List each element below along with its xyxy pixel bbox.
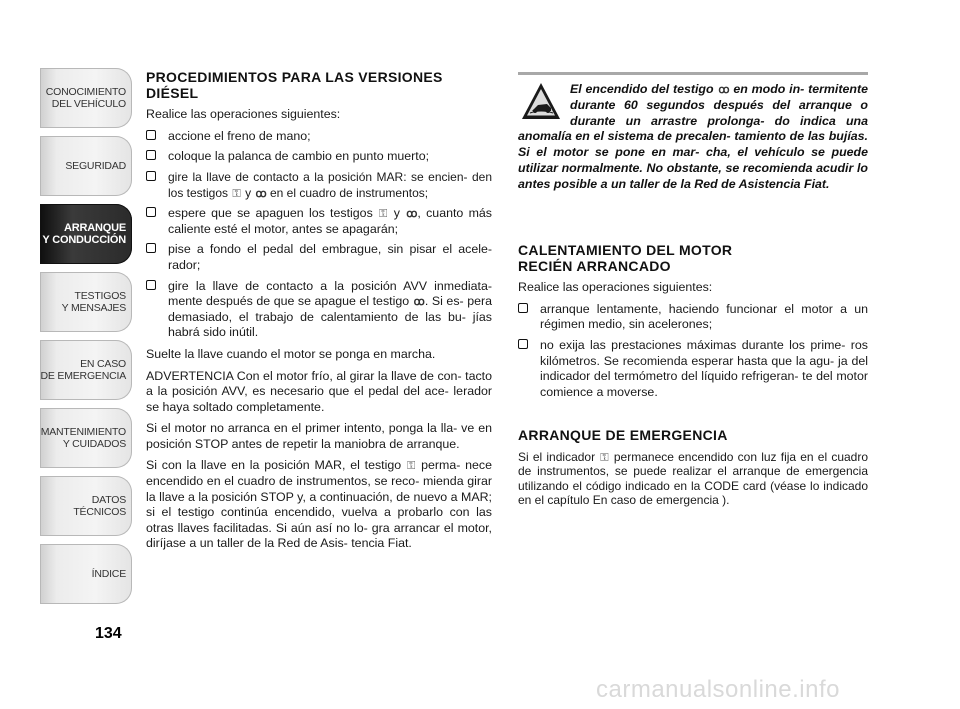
intro-text: Realice las operaciones siguientes:: [518, 280, 713, 295]
tab-testigos[interactable]: [40, 272, 132, 332]
intro-text: Realice las operaciones siguientes:: [146, 107, 341, 122]
paragraph: Suelte la llave cuando el motor se ponga en marcha.: [146, 346, 436, 361]
car-key-icon: ⚿: [600, 451, 609, 464]
list-item: espere que se apaguen los testigos ⚿ y ꝏ, cuanto más caliente esté el motor, antes se apagarán;: [146, 206, 492, 237]
paragraph: Si el indicador ⚿ permanece encendido con luz fija en el cuadro de instrumentos, se puede realizar el arranque de emergencia utilizando el código indicado en la CODE card (véase lo indicado en el capítulo En caso de emergencia ).: [518, 449, 869, 508]
section-calentamiento: [518, 243, 868, 406]
checkbox-bullet-icon: [146, 207, 156, 217]
paragraph: ADVERTENCIA Con el motor frío, al girar la llave de con- tacto a la posición AVV, es necesario que el pedal del ace- lerador se haya soltado completamente.: [146, 368, 492, 414]
list-item: arranque lentamente, haciendo funcionar el motor a un régimen medio, sin acelerones;: [518, 302, 868, 333]
warmup-list: [518, 302, 868, 401]
paragraph: Si con la llave en la posición MAR, el testigo ⚿ perma- nece encendido en el cuadro de instrumentos, se reco- mienda girar la llave a la posición STOP y, a continuación, de nuevo a MAR; si el testigo continúa encendido, vuelva a probarlo con las otras llaves facilitadas. Si aún así no lo- gra arrancar el motor, diríjase a un taller de la Red de Asis- tencia Fiat.: [146, 458, 492, 551]
tab-mantenimiento[interactable]: [40, 408, 132, 468]
tab-label: MANTENIMIENTO Y CUIDADOS: [40, 426, 126, 450]
tab-indice[interactable]: [40, 544, 132, 604]
checkbox-bullet-icon: [518, 339, 528, 349]
tab-label: CONOCIMIENTO DEL VEHÍCULO: [45, 86, 126, 110]
tab-label: ARRANQUE Y CONDUCCIÓN: [42, 222, 126, 246]
chapter-sidebar: [40, 68, 132, 612]
list-item: pise a fondo el pedal del embrague, sin pisar el acele- rador;: [146, 242, 492, 273]
checkbox-bullet-icon: [146, 150, 156, 160]
tab-label: DATOS TÉCNICOS: [73, 494, 126, 518]
checkbox-bullet-icon: [146, 171, 156, 181]
list-item: no exija las prestaciones máximas durante los prime- ros kilómetros. Se recomienda esperar hasta que la agu- ja del indicador del termómetro del líquido refrigeran- te del motor comience a moverse.: [518, 338, 868, 400]
section-arranque-emergencia: [518, 428, 868, 514]
page-number: 134: [95, 625, 122, 642]
list-item: accione el freno de mano;: [146, 129, 492, 145]
tab-label: ÍNDICE: [91, 568, 126, 580]
car-key-icon: ⚿: [406, 460, 416, 473]
list-item: coloque la palanca de cambio en punto muerto;: [146, 149, 492, 165]
checkbox-bullet-icon: [146, 280, 156, 290]
tab-datos-tecnicos[interactable]: [40, 476, 132, 536]
section-title-diesel: PROCEDIMIENTOS PARA LAS VERSIONES DIÉSEL: [146, 69, 443, 101]
paragraph: Si el motor no arranca en el primer intento, ponga la lla- ve en posición STOP antes de repetir la maniobra de arranque.: [146, 421, 492, 451]
section-title-calentamiento: CALENTAMIENTO DEL MOTOR RECIÉN ARRANCADO: [518, 242, 733, 274]
tab-emergencia[interactable]: [40, 340, 132, 400]
checkbox-bullet-icon: [146, 243, 156, 253]
glow-plug-icon: ꝏ: [255, 187, 266, 200]
checkbox-bullet-icon: [146, 130, 156, 140]
watermark: carmanualsonline.info: [596, 676, 840, 703]
tab-label: EN CASO DE EMERGENCIA: [40, 358, 126, 382]
procedure-list: [146, 129, 492, 341]
tab-label: TESTIGOS Y MENSAJES: [61, 290, 126, 314]
checkbox-bullet-icon: [518, 303, 528, 313]
tab-label: SEGURIDAD: [65, 160, 126, 172]
list-item: gire la llave de contacto a la posición MAR: se encien- den los testigos ⚿ y ꝏ en el cuadro de instrumentos;: [146, 170, 492, 201]
glow-plug-icon: ꝏ: [718, 84, 729, 96]
glow-plug-icon: ꝏ: [406, 208, 417, 221]
warning-note: El encendido del testigo ꝏ en modo in- termitente durante 60 segundos después del arranque o durante un arrastre prolonga- do indica una anomalía en el sistema de precalen- tamiento de las bujías. Si el motor se pone en mar- cha, el vehículo se puede utilizar normalmente. No obstante, se recomienda acudir lo antes posible a un taller de la Red de Asistencia Fiat.: [518, 82, 868, 191]
tab-conocimiento[interactable]: [40, 68, 132, 128]
tab-seguridad[interactable]: [40, 136, 132, 196]
glow-plug-icon: ꝏ: [413, 296, 424, 309]
car-key-icon: ⚿: [232, 187, 241, 200]
car-key-icon: ⚿: [379, 208, 388, 221]
tab-arranque[interactable]: [40, 204, 132, 264]
list-item: gire la llave de contacto a la posición AVV inmediata- mente después de que se apague el testigo ꝏ. Si es- pera demasiado, el trabajo de calentamiento de las bu- jías habrá sido inútil.: [146, 279, 492, 341]
section-title-emergencia: ARRANQUE DE EMERGENCIA: [518, 427, 728, 443]
left-column: [146, 70, 492, 558]
warning-divider: [518, 72, 868, 75]
